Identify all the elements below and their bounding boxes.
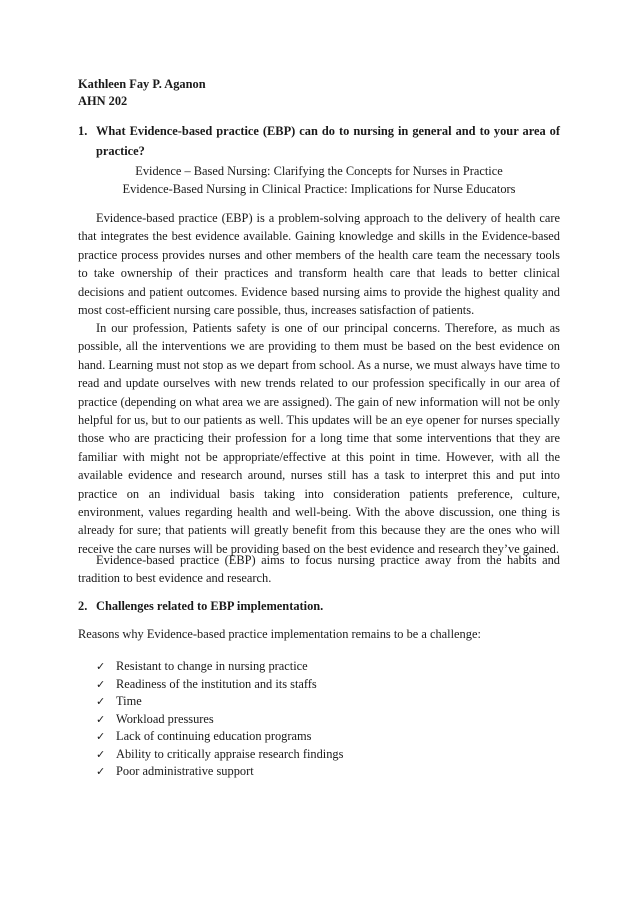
question-2-text: Challenges related to EBP implementation. bbox=[96, 599, 324, 613]
question-1 bbox=[78, 121, 560, 161]
challenges-checklist bbox=[96, 658, 343, 781]
list-item: ✓ Poor administrative support bbox=[96, 763, 343, 781]
paragraph-text: Evidence-based practice (EBP) aims to focus nursing practice away from the habits and tradition to best evidence and research. bbox=[78, 553, 560, 586]
list-item: ✓ Lack of continuing education programs bbox=[96, 728, 343, 746]
author-block bbox=[78, 76, 206, 110]
paragraph bbox=[78, 209, 560, 319]
paragraph bbox=[78, 319, 560, 558]
reference-title: Evidence – Based Nursing: Clarifying the Concepts for Nurses in Practice bbox=[135, 164, 503, 178]
list-item: ✓ Workload pressures bbox=[96, 711, 343, 729]
reference-titles bbox=[78, 162, 560, 198]
list-item: ✓ Readiness of the institution and its staffs bbox=[96, 676, 343, 694]
checkmark-icon: ✓ bbox=[96, 660, 106, 673]
checkmark-icon: ✓ bbox=[96, 677, 106, 691]
checkmark-icon: ✓ bbox=[96, 712, 106, 726]
paragraph-text: Evidence-based practice (EBP) is a problem-solving approach to the delivery of health care that integrates the best evidence available. Gaining knowledge and skills in the Evidence-based practice process provides nurses and other members of the health care team the necessary tools to take ownership of their practices and transform health care that leads to better clinical decisions and patient outcomes. Evidence based nursing aims to provide the highest quality and most cost-efficient nursing care possible, thus, increases satisfaction of patients. bbox=[78, 211, 560, 318]
list-item: ✓ Ability to critically appraise research findings bbox=[96, 746, 343, 764]
author-name: Kathleen Fay P. Aganon bbox=[78, 77, 206, 91]
reference-title: Evidence-Based Nursing in Clinical Practice: Implications for Nurse Educators bbox=[122, 182, 516, 196]
checkmark-icon: ✓ bbox=[96, 695, 106, 708]
list-item: ✓ Time bbox=[96, 693, 343, 711]
checkmark-icon: ✓ bbox=[96, 730, 106, 743]
question-1-text: What Evidence-based practice (EBP) can do to nursing in general and to your area of practice? bbox=[96, 124, 560, 158]
question-2-number: 2. bbox=[78, 599, 88, 613]
course-code: AHN 202 bbox=[78, 94, 128, 108]
question-2 bbox=[78, 597, 323, 615]
checkmark-icon: ✓ bbox=[96, 747, 106, 761]
paragraph bbox=[78, 551, 560, 588]
reasons-intro: Reasons why Evidence-based practice implementation remains to be a challenge: bbox=[78, 627, 481, 641]
checkmark-icon: ✓ bbox=[96, 765, 106, 778]
question-1-number: 1. bbox=[78, 124, 88, 138]
paragraph-text: In our profession, Patients safety is one of our principal concerns. Therefore, as much as possible, all the interventions we are providing to them must be based on the best evidence on hand. Learning must not stop as we depart from school. As a nurse, we must always have time to read and update ourselves with new trends related to our profession specifically in our area of practice (depending on what area we are assigned). The gain of new information will not be only helpful for us, but to our patients as well. This updates will be an eye opener for nurses specially those who are practicing their profession for a long time that some interventions that they are familiar with might not be appropriate/effective at this point in time. However, with all the available evidence and research around, nurses still has a task to interpret this and put into practice on an individual basis taking into consideration patients preference, culture, environment, values regarding health and well-being. With the above discussion, one thing is already for sure; that patients will greatly benefit from this because they are the ones who will receive the care nurses will be providing based on the best evidence and research they’ve gained. bbox=[78, 321, 560, 556]
list-item: ✓ Resistant to change in nursing practice bbox=[96, 658, 343, 676]
